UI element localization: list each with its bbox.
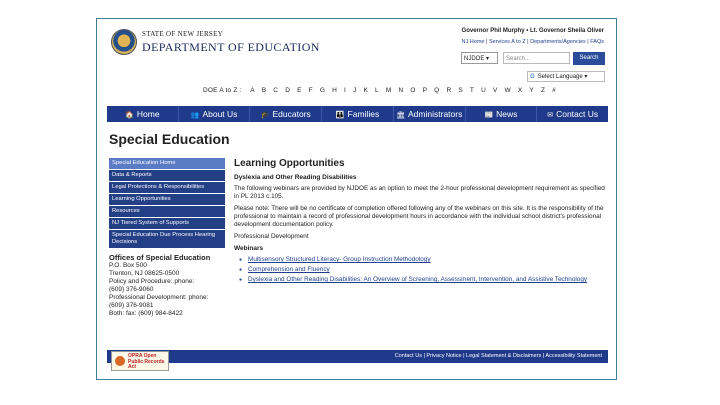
sidebar-item[interactable]: Special Education Home (109, 158, 225, 170)
home-icon: 🏠 (125, 112, 134, 119)
people-icon: 👥 (190, 112, 200, 119)
mail-icon: ✉ (547, 112, 554, 119)
webinar-link[interactable]: ● Multisensory Structured Literacy- Group Instruction Methodology (242, 256, 609, 263)
a-to-z-letter[interactable]: N (398, 87, 404, 94)
nav-item-families[interactable] (322, 106, 394, 122)
a-to-z-letter[interactable]: T (469, 87, 475, 94)
nav-item-home[interactable] (107, 106, 179, 122)
main-content (234, 158, 609, 286)
nav-item-label: Contact Us (556, 109, 599, 119)
nav-item-news[interactable] (466, 106, 538, 122)
office-line: P.O. Box 500 (109, 261, 147, 269)
nav-item-about-us[interactable] (179, 106, 251, 122)
a-to-z-letter[interactable]: W (504, 87, 511, 94)
sub-heading: Dyslexia and Other Reading Disabilities (234, 174, 357, 181)
office-address (109, 262, 225, 319)
sidebar-item[interactable]: Data & Reports (109, 170, 225, 182)
sidebar-item[interactable]: NJ Tiered System of Supports (109, 218, 225, 230)
a-to-z-label: DOE A to Z : (203, 87, 242, 94)
a-to-z-letter[interactable]: O (410, 87, 416, 94)
webinar-link[interactable]: ● Dyslexia and Other Reading Disabilities: An Overview of Screening, Assessment, Intervention, and Assistive Technology (242, 276, 609, 283)
a-to-z-bar (203, 87, 570, 94)
department-label[interactable]: DEPARTMENT OF EDUCATION (142, 40, 320, 54)
site-select[interactable]: NJDOE ▾ (461, 52, 498, 64)
nav-item-label: Families (347, 109, 380, 119)
footer-links[interactable]: Contact Us | Privacy Notice | Legal Statement & Disclaimers | Accessibility Statement (107, 350, 608, 363)
nav-item-label: Educators (272, 109, 311, 119)
office-line: (609) 376-9081 (109, 302, 154, 310)
admin-icon: 🏛 (396, 112, 406, 119)
translate-select[interactable]: G Select Language ▾ (527, 71, 605, 82)
a-to-z-letter[interactable]: P (422, 87, 428, 94)
sidebar (109, 158, 225, 319)
office-line: Both: fax: (609) 984-8422 (109, 310, 183, 318)
a-to-z-letter[interactable]: K (363, 87, 368, 94)
news-icon: 📰 (484, 112, 494, 119)
browser-page (96, 18, 617, 380)
translate-label: Select Language (537, 74, 583, 80)
a-to-z-letter[interactable]: H (332, 87, 337, 94)
family-icon: 👪 (335, 112, 345, 119)
office-line: (609) 376-9060 (109, 286, 154, 293)
office-title: Offices of Special Education (109, 252, 211, 262)
section-heading: Learning Opportunities (234, 158, 345, 169)
nav-item-educators[interactable] (250, 106, 322, 122)
a-to-z-letter[interactable]: Q (434, 87, 440, 94)
opra-label: OPRA Open Public Records Act (128, 353, 165, 370)
office-line: Professional Development: phone: (109, 294, 209, 302)
prof-dev-label: Professional Development (234, 233, 309, 240)
a-to-z-letter[interactable]: D (285, 87, 291, 94)
governor-line: Governor Phil Murphy • Lt. Governor Sheila Oliver (461, 28, 604, 34)
search-button[interactable]: Search (573, 52, 605, 65)
office-line: Trenton, NJ 08625-0500 (109, 269, 180, 277)
a-to-z-letter[interactable]: J (353, 87, 357, 94)
webinar-list (234, 256, 609, 283)
nav-item-contact-us[interactable] (537, 106, 608, 122)
main-nav (107, 106, 608, 122)
sidebar-item[interactable]: Resources (109, 206, 225, 218)
a-to-z-letter[interactable]: Y (529, 87, 534, 94)
search-input[interactable]: Search... (503, 52, 570, 64)
a-to-z-letter[interactable]: I (343, 87, 346, 94)
opra-icon (115, 356, 125, 366)
opra-badge[interactable] (111, 351, 169, 371)
a-to-z-letter[interactable]: B (261, 87, 267, 94)
nav-item-label: News (496, 109, 518, 119)
note-paragraph: Please note: There will be no certificate of completion offered following any of the webinars on this site. It is the responsibility of the professional to maintain a record of professional development hours in accordance with the individual school district's professional development documentation policy. (234, 205, 604, 228)
state-label: STATE OF NEW JERSEY (142, 30, 224, 38)
a-to-z-letter[interactable]: R (446, 87, 452, 94)
office-line: Policy and Procedure: phone: (109, 277, 195, 285)
sidebar-menu (109, 158, 225, 249)
a-to-z-letter[interactable]: A (250, 87, 255, 94)
nav-item-label: About Us (202, 109, 238, 119)
a-to-z-letter[interactable]: F (308, 87, 313, 94)
nav-item-label: Home (136, 109, 160, 119)
a-to-z-letter[interactable]: M (385, 87, 392, 94)
a-to-z-letter[interactable]: C (273, 87, 279, 94)
nav-item-label: Administrators (408, 109, 463, 119)
a-to-z-letter[interactable]: U (481, 87, 486, 94)
webinar-link[interactable]: ● Comprehension and Fluency (242, 266, 609, 273)
a-to-z-letters (250, 87, 563, 94)
a-to-z-letter[interactable]: E (297, 87, 302, 94)
a-to-z-letter[interactable]: X (517, 87, 523, 94)
sidebar-item[interactable]: Learning Opportunities (109, 194, 225, 206)
a-to-z-letter[interactable]: V (492, 87, 498, 94)
a-to-z-letter[interactable]: S (458, 87, 463, 94)
webinars-title: Webinars (234, 245, 264, 252)
a-to-z-letter[interactable]: L (375, 87, 379, 94)
nav-item-administrators[interactable] (394, 106, 466, 122)
graduation-icon: 🎓 (260, 112, 270, 119)
site-select-value: NJDOE (464, 56, 485, 62)
a-to-z-letter[interactable]: G (319, 87, 326, 94)
a-to-z-letter[interactable]: # (552, 87, 556, 94)
intro-paragraph: The following webinars are provided by NJDOE as an option to meet the 2-hour professional development requirement as specified in PL 2013 c.105. (234, 185, 605, 200)
nj-seal-icon (111, 29, 137, 55)
a-to-z-letter[interactable]: Z (540, 87, 546, 94)
sidebar-item[interactable]: Legal Protections & Responsibilities (109, 182, 225, 194)
sidebar-item[interactable]: Special Education Due Process Hearing Decisions (109, 230, 225, 249)
google-icon: G (530, 74, 535, 80)
top-links[interactable]: NJ Home | Services A to Z | Departments/Agencies | FAQs (461, 39, 604, 45)
page-title: Special Education (109, 131, 230, 147)
